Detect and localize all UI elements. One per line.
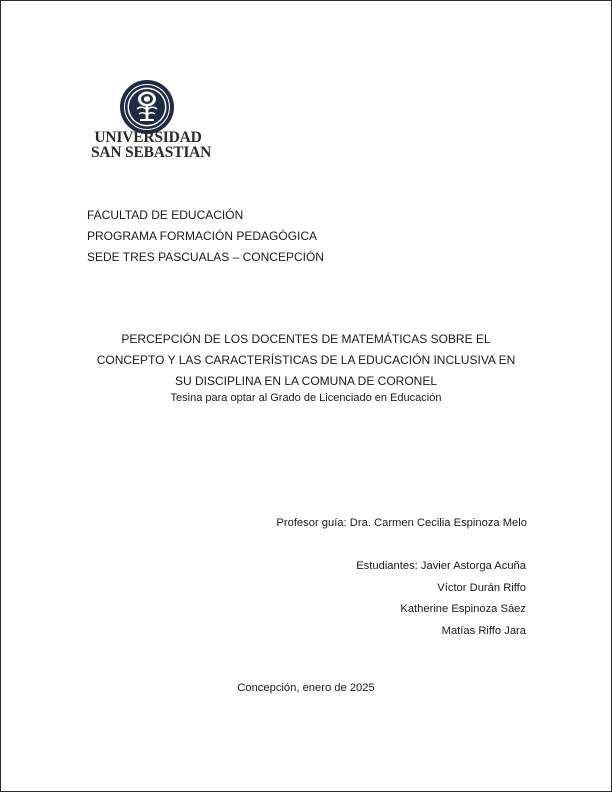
- student-line: Víctor Durán Riffo: [437, 581, 526, 594]
- student-line: Matías Riffo Jara: [441, 624, 526, 637]
- campus-line: SEDE TRES PASCUALAS – CONCEPCIÓN: [87, 250, 324, 264]
- thesis-subtitle: Tesina para optar al Grado de Licenciado en Educación: [170, 392, 442, 404]
- students-block: [356, 556, 526, 642]
- thesis-title-line: PERCEPCIÓN DE LOS DOCENTES DE MATEMÁTICAS SOBRE EL: [121, 332, 491, 346]
- thesis-title-line: CONCEPTO Y LAS CARACTERÍSTICAS DE LA EDUCACIÓN INCLUSIVA EN: [96, 353, 516, 367]
- faculty-block: [87, 205, 324, 268]
- university-name-line1: UNIVERSIDAD: [94, 129, 202, 146]
- university-name-line2: SAN SEBASTIAN: [91, 144, 212, 161]
- advisor-line: Profesor guía: Dra. Carmen Cecilia Espinoza Melo: [276, 517, 527, 529]
- student-line: Katherine Espinoza Sáez: [400, 603, 526, 615]
- faculty-line: FACULTAD DE EDUCACIÓN: [87, 208, 244, 222]
- thesis-title: [1, 329, 611, 392]
- date-line: Concepción, enero de 2025: [237, 682, 375, 694]
- program-line: PROGRAMA FORMACIÓN PEDAGÓGICA: [87, 229, 318, 243]
- thesis-title-line: SU DISCIPLINA EN LA COMUNA DE CORONEL: [174, 374, 438, 388]
- student-line: Estudiantes: Javier Astorga Acuña: [356, 560, 526, 572]
- university-seal-icon: [119, 79, 175, 135]
- university-name: [91, 129, 212, 161]
